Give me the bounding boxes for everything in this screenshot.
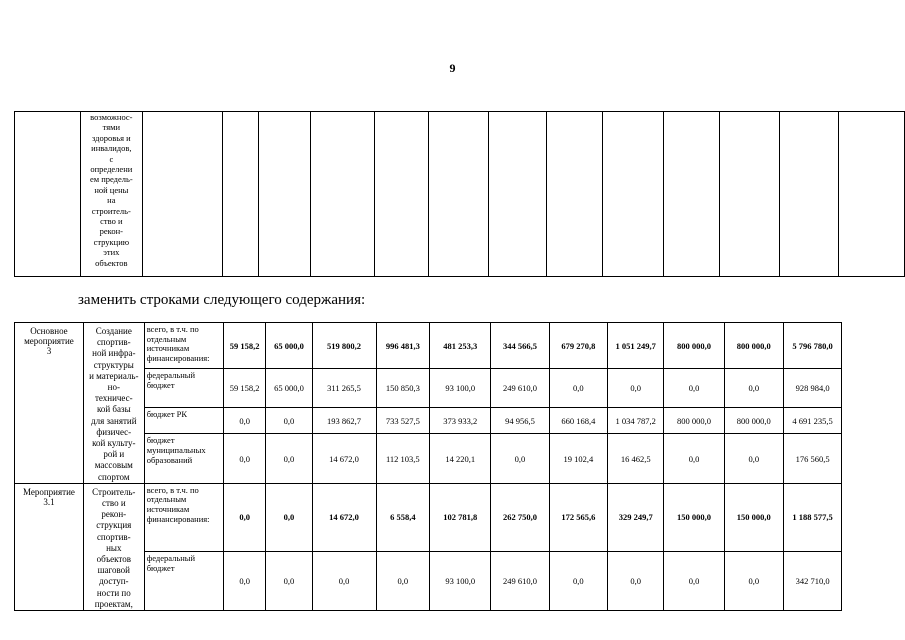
value-cell: 800 000,0 — [724, 323, 783, 369]
fragment-text-line: на — [107, 195, 116, 206]
value-cell: 928 984,0 — [783, 369, 841, 408]
funding-source-line: отдельным — [146, 333, 187, 344]
activity-description-line: рекон- — [101, 509, 127, 520]
value-cell: 660 168,4 — [549, 408, 607, 434]
financing-table — [14, 322, 905, 611]
value-cell: 1 034 787,2 — [607, 408, 663, 434]
value-cell: 0,0 — [223, 408, 265, 434]
funding-source-line: финансирования: — [146, 352, 210, 363]
value-cell: 0,0 — [223, 434, 265, 483]
value-cell: 0,0 — [223, 552, 265, 611]
fragment-text-line: возможнос- — [90, 112, 133, 122]
value-cell: 193 862,7 — [312, 408, 376, 434]
value-cell: 59 158,2 — [223, 369, 265, 408]
fragment-text-line: здоровья и — [91, 132, 131, 143]
value-cell: 0,0 — [607, 369, 663, 408]
funding-source-line: всего, в т.ч. по — [146, 484, 199, 495]
activity-description-line: струкция — [96, 520, 132, 531]
value-cell: 4 691 235,5 — [783, 408, 841, 434]
fragment-text-line: объектов — [95, 257, 128, 268]
activity-label — [15, 483, 84, 610]
value-cell: 176 560,5 — [783, 434, 841, 483]
activity-description-line: кой базы — [96, 404, 131, 415]
funding-source-line: образований — [146, 454, 193, 465]
activity-description-line: объектов — [96, 554, 131, 565]
value-cell: 0,0 — [266, 434, 312, 483]
value-cell: 679 270,8 — [549, 323, 607, 369]
funding-source-line: источникам — [146, 343, 190, 354]
value-cell: 1 051 249,7 — [607, 323, 663, 369]
fragment-text-line: рекон- — [99, 226, 124, 237]
value-cell: 94 956,5 — [491, 408, 549, 434]
activity-description-line: но- — [107, 382, 120, 393]
value-cell: 0,0 — [266, 483, 312, 551]
funding-source — [144, 434, 223, 483]
value-cell: 342 710,0 — [783, 552, 841, 611]
fragment-description — [81, 112, 142, 277]
value-cell: 249 610,0 — [491, 552, 549, 611]
funding-source-line: отдельным — [146, 494, 187, 505]
table-row — [15, 323, 905, 369]
value-cell: 0,0 — [607, 552, 663, 611]
value-cell: 329 249,7 — [607, 483, 663, 551]
activity-label-line: Основное — [30, 326, 68, 336]
value-cell: 0,0 — [549, 552, 607, 611]
activity-description-line: массовым — [94, 460, 133, 471]
value-cell: 481 253,3 — [430, 323, 491, 369]
value-cell: 19 102,4 — [549, 434, 607, 483]
value-cell: 800 000,0 — [664, 408, 724, 434]
value-cell: 0,0 — [724, 552, 783, 611]
fragment-text-line: струкцию — [93, 236, 130, 247]
activity-label — [15, 323, 84, 484]
value-cell: 519 800,2 — [312, 323, 376, 369]
value-cell: 112 103,5 — [376, 434, 430, 483]
funding-source-line: федеральный — [146, 370, 196, 381]
activity-description-line: техничес- — [94, 393, 133, 404]
activity-description-line: доступ- — [99, 576, 129, 587]
page-number: 9 — [449, 61, 456, 75]
funding-source-line: муниципальных — [146, 445, 206, 456]
fragment-text-line: инвалидов, — [91, 143, 132, 154]
activity-description-line: и материаль- — [89, 370, 139, 381]
funding-source-line: источникам — [146, 504, 190, 515]
activity-description-line: Создание — [95, 326, 132, 336]
activity-description-line: Строитель- — [92, 486, 136, 497]
value-cell: 93 100,0 — [430, 369, 491, 408]
funding-source-line: бюджет — [146, 562, 175, 573]
fragment-text-line: тями — [102, 122, 121, 133]
value-cell: 65 000,0 — [266, 369, 312, 408]
table-row — [15, 408, 905, 434]
fragment-text-line: ство и — [100, 216, 123, 227]
value-cell: 0,0 — [266, 408, 312, 434]
value-cell: 311 265,5 — [312, 369, 376, 408]
value-cell: 16 462,5 — [607, 434, 663, 483]
value-cell: 996 481,3 — [376, 323, 430, 369]
activity-description-line: спортив- — [96, 337, 131, 348]
funding-source — [144, 369, 223, 408]
activity-description-line: шаговой — [97, 565, 130, 576]
value-cell: 344 566,5 — [491, 323, 549, 369]
value-cell: 65 000,0 — [266, 323, 312, 369]
value-cell: 14 672,0 — [312, 434, 376, 483]
funding-source — [144, 408, 223, 434]
fragment-text-line: ной цены — [94, 184, 129, 195]
funding-source-line: финансирования: — [146, 513, 210, 524]
value-cell: 6 558,4 — [376, 483, 430, 551]
fragment-text-line: с — [109, 153, 114, 164]
activity-description-line: проектам, — [94, 598, 133, 609]
activity-label-line: 3.1 — [43, 496, 55, 507]
table-row — [15, 483, 905, 551]
value-cell: 0,0 — [664, 434, 724, 483]
value-cell: 93 100,0 — [430, 552, 491, 611]
fragment-cell — [15, 112, 81, 277]
value-cell: 0,0 — [491, 434, 549, 483]
funding-source-line: бюджет РК — [146, 409, 188, 420]
activity-description-line: структуры — [93, 359, 134, 370]
value-cell: 1 188 577,5 — [783, 483, 841, 551]
activity-description-line: спортом — [98, 471, 130, 482]
funding-source — [144, 323, 223, 369]
value-cell: 0,0 — [376, 552, 430, 611]
value-cell: 14 672,0 — [312, 483, 376, 551]
value-cell: 0,0 — [312, 552, 376, 611]
activity-description-line: для занятий — [91, 415, 137, 426]
value-cell: 150 000,0 — [724, 483, 783, 551]
funding-source-line: федеральный — [146, 553, 196, 564]
funding-source-line: бюджет — [146, 435, 175, 446]
activity-description-line: физичес- — [96, 426, 132, 437]
value-cell: 262 750,0 — [491, 483, 549, 551]
activity-description-line: кой культу- — [92, 438, 136, 449]
table-row — [15, 552, 905, 611]
activity-label-line: Мероприятие — [22, 486, 75, 497]
value-cell: 102 781,8 — [430, 483, 491, 551]
funding-source — [144, 483, 223, 551]
fragment-text-line: строитель- — [91, 205, 131, 216]
activity-label-line: мероприятие — [24, 336, 74, 346]
activity-description — [83, 323, 144, 484]
replacement-heading: заменить строками следующего содержания: — [78, 292, 366, 308]
previous-fragment-table — [14, 111, 905, 277]
activity-label-line: 3 — [46, 346, 52, 356]
funding-source-line: бюджет — [146, 379, 175, 390]
value-cell: 800 000,0 — [664, 323, 724, 369]
fragment-text-line: определени — [90, 164, 133, 175]
fragment-text-line: ем предель- — [89, 174, 133, 185]
value-cell: 0,0 — [664, 552, 724, 611]
value-cell: 150 000,0 — [664, 483, 724, 551]
activity-description-line: ство и — [101, 498, 126, 509]
value-cell: 0,0 — [724, 369, 783, 408]
fragment-text-line: этих — [103, 247, 120, 258]
table-row — [15, 369, 905, 408]
value-cell: 0,0 — [223, 483, 265, 551]
value-cell: 373 933,2 — [430, 408, 491, 434]
value-cell: 0,0 — [664, 369, 724, 408]
value-cell: 0,0 — [724, 434, 783, 483]
activity-description-line: спортив- — [96, 531, 131, 542]
value-cell: 733 527,5 — [376, 408, 430, 434]
value-cell: 249 610,0 — [491, 369, 549, 408]
value-cell: 800 000,0 — [724, 408, 783, 434]
table-row — [15, 434, 905, 483]
value-cell: 150 850,3 — [376, 369, 430, 408]
activity-description-line: ных — [106, 542, 122, 553]
value-cell: 14 220,1 — [430, 434, 491, 483]
funding-source-line: всего, в т.ч. по — [146, 324, 199, 334]
value-cell: 0,0 — [549, 369, 607, 408]
activity-description-line: рой и — [103, 449, 125, 460]
funding-source — [144, 552, 223, 611]
activity-description-line: ной инфра- — [92, 348, 136, 359]
activity-description-line: ности по — [96, 587, 131, 598]
value-cell: 5 796 780,0 — [783, 323, 841, 369]
value-cell: 0,0 — [266, 552, 312, 611]
activity-description — [83, 483, 144, 610]
value-cell: 172 565,6 — [549, 483, 607, 551]
value-cell: 59 158,2 — [223, 323, 265, 369]
